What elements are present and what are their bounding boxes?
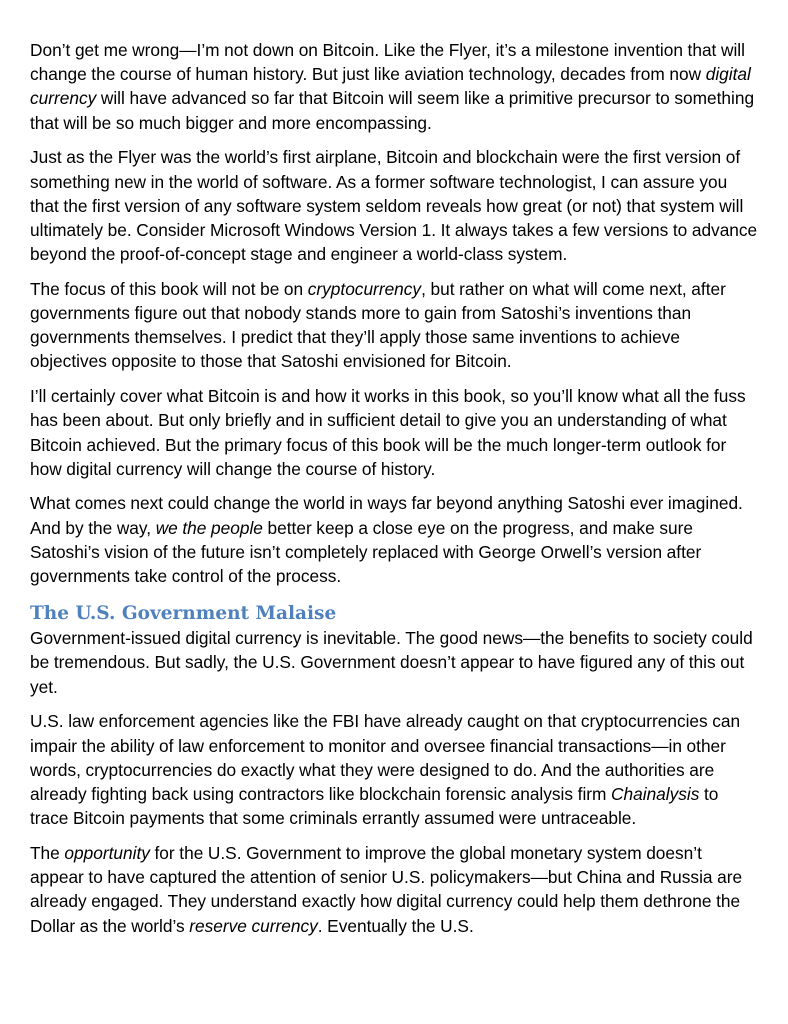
paragraph-3-text-a: The focus of this book will not be on	[30, 278, 308, 299]
document-page	[30, 38, 758, 948]
paragraph-8-text-c: . Eventually the U.S.	[317, 915, 474, 936]
paragraph-7-text-b: to trace Bitcoin payments that some criminals errantly assumed were untraceable.	[30, 783, 719, 829]
paragraph-5	[30, 491, 758, 588]
paragraph-2: Just as the Flyer was the world’s first airplane, Bitcoin and blockchain were the first version of something new in the world of software. As a former software technologist, I can assure you that the first version of any software system seldom reveals how great (or not) that system will ultimately be. Consider Microsoft Windows Version 1. It always takes a few versions to advance beyond the proof-of-concept stage and engineer a world-class system.	[30, 147, 758, 265]
paragraph-8-text-a: The	[30, 842, 65, 863]
section-heading: The U.S. Government Malaise	[30, 603, 337, 625]
paragraph-1-emphasis: digital currency	[30, 64, 751, 109]
paragraph-3-text-b: , but rather on what will come next, after governments figure out that nobody stands more to gain from Satoshi’s inventions than governments themselves. I predict that they’ll apply those same inventions to achieve objectives opposite to those that Satoshi envisioned for Bitcoin.	[30, 278, 726, 372]
paragraph-8	[30, 841, 758, 938]
paragraph-3-emphasis: cryptocurrency	[307, 278, 422, 299]
paragraph-4: I’ll certainly cover what Bitcoin is and how it works in this book, so you’ll know what all the fuss has been about. But only briefly and in sufficient detail to give you an understanding of what Bitcoin achieved. But the primary focus of this book will be the much longer-term outlook for how digital currency will change the course of history.	[30, 386, 746, 479]
paragraph-8-emphasis-2: reserve currency	[189, 915, 318, 936]
paragraph-8-emphasis-1: opportunity	[64, 842, 150, 863]
paragraph-5-text-b: better keep a close eye on the progress, and make sure Satoshi’s vision of the future isn’t completely replaced with George Orwell’s version after governments take control of the process.	[30, 517, 702, 587]
paragraph-8-text-b: for the U.S. Government to improve the global monetary system doesn’t appear to have captured the attention of senior U.S. policymakers—but China and Russia are already engaged. They understand exactly how digital currency could help them dethrone the Dollar as the world’s	[30, 842, 743, 936]
paragraph-6: Government-issued digital currency is inevitable. The good news—the benefits to society could be tremendous. But sadly, the U.S. Government doesn’t appear to have figured any of this out yet.	[30, 628, 753, 697]
paragraph-7-text-a: U.S. law enforcement agencies like the FBI have already caught on that cryptocurrencies can impair the ability of law enforcement to monitor and oversee financial transactions—in other words, cryptocurrencies do exactly what they were designed to do. And the authorities are already fighting back using contractors like blockchain forensic analysis firm	[30, 711, 741, 804]
paragraph-7-emphasis: Chainalysis	[611, 783, 700, 804]
paragraph-3	[30, 277, 758, 374]
paragraph-5-emphasis: we the people	[155, 517, 263, 538]
paragraph-1-text-a: Don’t get me wrong—I’m not down on Bitcoin. Like the Flyer, it’s a milestone invention that will change the course of human history. But just like aviation technology, decades from now	[30, 40, 745, 85]
paragraph-7	[30, 709, 758, 830]
paragraph-1	[30, 38, 758, 135]
paragraph-1-text-b: will have advanced so far that Bitcoin will seem like a primitive precursor to something that will be so much bigger and more encompassing.	[30, 88, 755, 133]
paragraph-5-text-a: What comes next could change the world in ways far beyond anything Satoshi ever imagined. And by the way,	[30, 493, 743, 538]
